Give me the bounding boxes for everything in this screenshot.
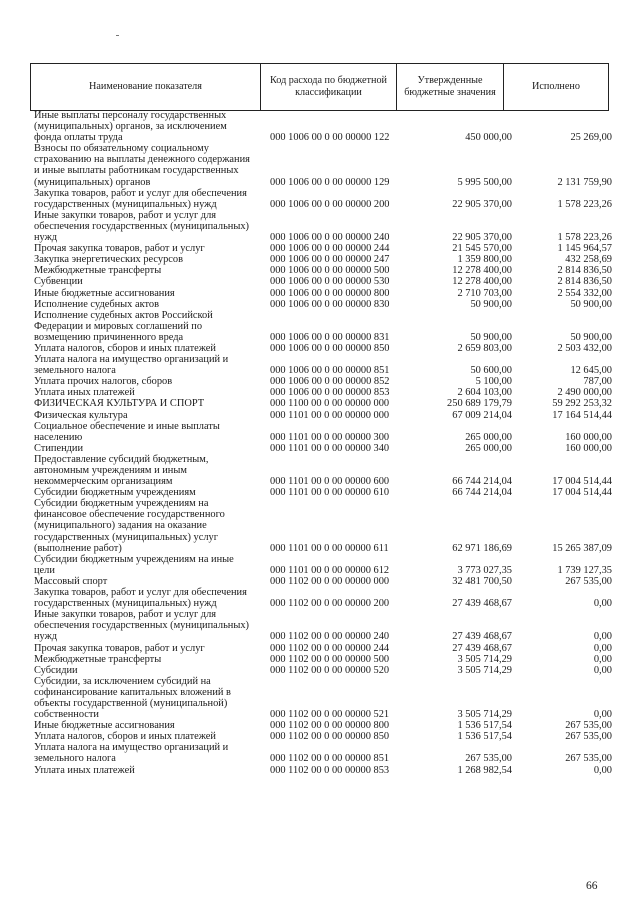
table-row bbox=[34, 354, 612, 376]
header-fact-label: Исполнено bbox=[532, 81, 580, 92]
table-row bbox=[34, 487, 612, 498]
table-row bbox=[34, 376, 612, 387]
row-plan-value: 265 000,00 bbox=[465, 442, 512, 454]
row-code: 000 1006 00 0 00 00000 500 bbox=[270, 265, 390, 277]
row-name: Субсидии bbox=[34, 664, 78, 676]
row-fact-value: 50 900,00 bbox=[570, 331, 612, 343]
row-fact-value: 787,00 bbox=[583, 376, 612, 388]
table-row bbox=[34, 288, 612, 299]
row-name: Закупка товаров, работ и услуг для обеспечения государственных (муниципальных) нужд bbox=[34, 587, 247, 610]
table-row bbox=[34, 643, 612, 654]
row-fact-value: 12 645,00 bbox=[570, 365, 612, 377]
row-name: Уплата налогов, сборов и иных платежей bbox=[34, 731, 216, 743]
table-row bbox=[34, 765, 612, 776]
row-name: Физическая культура bbox=[34, 409, 128, 421]
row-code: 000 1006 00 0 00 00000 122 bbox=[270, 132, 390, 144]
row-fact-value: 0,00 bbox=[593, 598, 612, 610]
table-row bbox=[34, 110, 612, 143]
row-fact-value: 1 578 223,26 bbox=[557, 198, 612, 210]
row-fact-value: 2 131 759,90 bbox=[557, 176, 612, 188]
row-plan-value: 2 659 803,00 bbox=[457, 342, 512, 354]
row-fact-value: 0,00 bbox=[593, 764, 612, 776]
row-fact-value: 15 265 387,09 bbox=[552, 542, 612, 554]
row-code: 000 1101 00 0 00 00000 300 bbox=[270, 431, 390, 443]
row-code: 000 1102 00 0 00 00000 850 bbox=[270, 731, 390, 743]
table-row bbox=[34, 254, 612, 265]
row-plan-value: 265 000,00 bbox=[465, 431, 512, 443]
row-fact-value: 267 535,00 bbox=[565, 753, 612, 765]
row-name: Субвенции bbox=[34, 276, 83, 288]
table-row bbox=[34, 731, 612, 742]
table-row bbox=[34, 310, 612, 343]
row-fact-value: 2 503 432,00 bbox=[557, 342, 612, 354]
row-plan-value: 22 905 370,00 bbox=[452, 232, 512, 244]
row-plan-value: 66 744 214,04 bbox=[452, 487, 512, 499]
row-name: Закупка товаров, работ и услуг для обеспечения государственных (муниципальных) нужд bbox=[34, 187, 247, 210]
header-plan-cell bbox=[397, 64, 504, 110]
table-row bbox=[34, 554, 612, 576]
row-plan-value: 32 481 700,50 bbox=[452, 575, 512, 587]
table-row bbox=[34, 587, 612, 609]
row-plan-value: 62 971 186,69 bbox=[452, 542, 512, 554]
row-plan-value: 27 439 468,67 bbox=[452, 598, 512, 610]
row-name: Иные бюджетные ассигнования bbox=[34, 287, 175, 299]
row-fact-value: 0,00 bbox=[593, 709, 612, 721]
header-name-label: Наименование показателя bbox=[89, 81, 202, 92]
row-name: Межбюджетные трансферты bbox=[34, 265, 162, 277]
row-name: Исполнение судебных актов Российской Федерации и мировых соглашений по возмещению причиненного вреда bbox=[34, 309, 213, 343]
row-fact-value: 2 814 836,50 bbox=[557, 276, 612, 288]
table-row bbox=[34, 742, 612, 764]
row-plan-value: 1 536 517,54 bbox=[457, 720, 512, 732]
header-code-label: Код расхода по бюджетной классификации bbox=[269, 75, 387, 98]
row-plan-value: 250 689 179,79 bbox=[447, 398, 512, 410]
table-row bbox=[34, 654, 612, 665]
row-plan-value: 5 995 500,00 bbox=[457, 176, 512, 188]
row-name: Субсидии бюджетным учреждениям bbox=[34, 487, 196, 499]
row-code: 000 1101 00 0 00 00000 600 bbox=[270, 476, 390, 488]
row-plan-value: 27 439 468,67 bbox=[452, 631, 512, 643]
row-name: Массовый спорт bbox=[34, 575, 108, 587]
table-row bbox=[34, 265, 612, 276]
table-row bbox=[34, 276, 612, 287]
row-fact-value: 17 004 514,44 bbox=[552, 476, 612, 488]
row-name: Уплата налога на имущество организаций и земельного налога bbox=[34, 742, 229, 765]
row-plan-value: 12 278 400,00 bbox=[452, 265, 512, 277]
row-name: Предоставление субсидий бюджетным, автономным учреждениям и иным некоммерческим организациям bbox=[34, 453, 209, 488]
row-fact-value: 0,00 bbox=[593, 631, 612, 643]
row-name: Субсидии бюджетным учреждениям на финансовое обеспечение государственного (муниципального) задания на оказание государственных (муниципальных) услуг (выполнение работ) bbox=[34, 498, 225, 554]
row-code: 000 1100 00 0 00 00000 000 bbox=[270, 398, 390, 410]
row-code: 000 1101 00 0 00 00000 610 bbox=[270, 487, 390, 499]
table-row bbox=[34, 398, 612, 409]
row-fact-value: 432 258,69 bbox=[565, 254, 612, 266]
table-row bbox=[34, 421, 612, 443]
row-code: 000 1006 00 0 00 00000 830 bbox=[270, 298, 390, 310]
row-fact-value: 2 490 000,00 bbox=[557, 387, 612, 399]
row-fact-value: 2 814 836,50 bbox=[557, 265, 612, 277]
table-row bbox=[34, 387, 612, 398]
row-plan-value: 5 100,00 bbox=[475, 376, 512, 388]
row-code: 000 1006 00 0 00 00000 831 bbox=[270, 331, 390, 343]
table-row bbox=[34, 188, 612, 210]
row-plan-value: 1 359 800,00 bbox=[457, 254, 512, 266]
row-fact-value: 17 004 514,44 bbox=[552, 487, 612, 499]
row-fact-value: 50 900,00 bbox=[570, 298, 612, 310]
row-name: Уплата иных платежей bbox=[34, 764, 135, 776]
table-row bbox=[34, 210, 612, 243]
header-fact-cell bbox=[504, 64, 608, 110]
row-fact-value: 267 535,00 bbox=[565, 731, 612, 743]
row-fact-value: 1 578 223,26 bbox=[557, 232, 612, 244]
row-code: 000 1006 00 0 00 00000 530 bbox=[270, 276, 390, 288]
table-row bbox=[34, 676, 612, 720]
row-code: 000 1102 00 0 00 00000 244 bbox=[270, 642, 390, 654]
row-name: Субсидии, за исключением субсидий на софинансирование капитальных вложений в объекты государственной (муниципальной) собственности bbox=[34, 675, 231, 721]
row-fact-value: 160 000,00 bbox=[565, 431, 612, 443]
table-row bbox=[34, 454, 612, 487]
row-fact-value: 25 269,00 bbox=[570, 132, 612, 144]
row-fact-value: 160 000,00 bbox=[565, 442, 612, 454]
row-plan-value: 450 000,00 bbox=[465, 132, 512, 144]
row-name: Уплата иных платежей bbox=[34, 387, 135, 399]
row-plan-value: 2 604 103,00 bbox=[457, 387, 512, 399]
header-code-cell bbox=[261, 64, 397, 110]
header-plan-label: Утвержденные бюджетные значения bbox=[404, 75, 496, 98]
row-fact-value: 267 535,00 bbox=[565, 720, 612, 732]
table-row bbox=[34, 498, 612, 553]
row-plan-value: 67 009 214,04 bbox=[452, 409, 512, 421]
row-fact-value: 59 292 253,32 bbox=[552, 398, 612, 410]
row-fact-value: 267 535,00 bbox=[565, 575, 612, 587]
row-name: Закупка энергетических ресурсов bbox=[34, 254, 183, 266]
row-plan-value: 3 505 714,29 bbox=[457, 664, 512, 676]
row-fact-value: 1 145 964,57 bbox=[557, 243, 612, 255]
row-fact-value: 2 554 332,00 bbox=[557, 287, 612, 299]
table-row bbox=[34, 665, 612, 676]
row-name: Уплата налогов, сборов и иных платежей bbox=[34, 342, 216, 354]
table-row bbox=[34, 343, 612, 354]
row-plan-value: 50 600,00 bbox=[470, 365, 512, 377]
row-plan-value: 66 744 214,04 bbox=[452, 476, 512, 488]
row-code: 000 1102 00 0 00 00000 200 bbox=[270, 598, 390, 610]
row-code: 000 1101 00 0 00 00000 612 bbox=[270, 564, 390, 576]
row-code: 000 1102 00 0 00 00000 000 bbox=[270, 575, 390, 587]
row-code: 000 1101 00 0 00 00000 611 bbox=[270, 542, 389, 554]
row-code: 000 1102 00 0 00 00000 853 bbox=[270, 764, 390, 776]
row-code: 000 1006 00 0 00 00000 244 bbox=[270, 243, 390, 255]
row-code: 000 1101 00 0 00 00000 000 bbox=[270, 409, 390, 421]
row-code: 000 1006 00 0 00 00000 800 bbox=[270, 287, 390, 299]
row-code: 000 1006 00 0 00 00000 850 bbox=[270, 342, 390, 354]
table-row bbox=[34, 609, 612, 642]
row-plan-value: 1 268 982,54 bbox=[457, 764, 512, 776]
row-fact-value: 0,00 bbox=[593, 642, 612, 654]
row-name: Стипендии bbox=[34, 442, 84, 454]
table-row bbox=[34, 720, 612, 731]
table-row bbox=[34, 443, 612, 454]
row-name: Межбюджетные трансферты bbox=[34, 653, 162, 665]
table-body bbox=[34, 110, 612, 776]
row-plan-value: 21 545 570,00 bbox=[452, 243, 512, 255]
table-header bbox=[30, 63, 609, 111]
row-code: 000 1102 00 0 00 00000 240 bbox=[270, 631, 390, 643]
row-code: 000 1006 00 0 00 00000 129 bbox=[270, 176, 390, 188]
row-code: 000 1102 00 0 00 00000 521 bbox=[270, 709, 390, 721]
row-plan-value: 50 900,00 bbox=[470, 331, 512, 343]
row-fact-value: 17 164 514,44 bbox=[552, 409, 612, 421]
row-plan-value: 12 278 400,00 bbox=[452, 276, 512, 288]
row-code: 000 1006 00 0 00 00000 852 bbox=[270, 376, 390, 388]
table-row bbox=[34, 299, 612, 310]
row-name: Прочая закупка товаров, работ и услуг bbox=[34, 642, 205, 654]
row-plan-value: 3 505 714,29 bbox=[457, 709, 512, 721]
row-plan-value: 267 535,00 bbox=[465, 753, 512, 765]
row-name: Иные закупки товаров, работ и услуг для обеспечения государственных (муниципальных) нужд bbox=[34, 209, 250, 244]
row-name: Иные закупки товаров, работ и услуг для обеспечения государственных (муниципальных) нужд bbox=[34, 609, 250, 643]
row-code: 000 1102 00 0 00 00000 851 bbox=[270, 753, 390, 765]
table-row bbox=[34, 143, 612, 187]
row-plan-value: 22 905 370,00 bbox=[452, 198, 512, 210]
row-code: 000 1006 00 0 00 00000 851 bbox=[270, 365, 390, 377]
table-row bbox=[34, 243, 612, 254]
row-name: ФИЗИЧЕСКАЯ КУЛЬТУРА И СПОРТ bbox=[34, 398, 205, 410]
row-plan-value: 1 536 517,54 bbox=[457, 731, 512, 743]
row-plan-value: 50 900,00 bbox=[470, 298, 512, 310]
header-name-cell bbox=[31, 64, 261, 110]
row-code: 000 1101 00 0 00 00000 340 bbox=[270, 442, 390, 454]
row-code: 000 1102 00 0 00 00000 520 bbox=[270, 664, 390, 676]
row-code: 000 1006 00 0 00 00000 200 bbox=[270, 198, 390, 210]
row-name: Исполнение судебных актов bbox=[34, 298, 159, 310]
row-code: 000 1102 00 0 00 00000 500 bbox=[270, 653, 390, 665]
row-code: 000 1006 00 0 00 00000 247 bbox=[270, 254, 390, 266]
row-plan-value: 27 439 468,67 bbox=[452, 642, 512, 654]
row-plan-value: 3 505 714,29 bbox=[457, 653, 512, 665]
table-row bbox=[34, 576, 612, 587]
row-code: 000 1006 00 0 00 00000 853 bbox=[270, 387, 390, 399]
row-plan-value: 3 773 027,35 bbox=[457, 564, 512, 576]
row-fact-value: 1 739 127,35 bbox=[557, 564, 612, 576]
row-fact-value: 0,00 bbox=[593, 653, 612, 665]
row-fact-value: 0,00 bbox=[593, 664, 612, 676]
row-name: Иные выплаты персоналу государственных (муниципальных) органов, за исключением фонда оплаты труда bbox=[34, 110, 227, 144]
row-name: Субсидии бюджетным учреждениям на иные цели bbox=[34, 553, 234, 576]
row-name: Прочая закупка товаров, работ и услуг bbox=[34, 243, 205, 255]
row-code: 000 1102 00 0 00 00000 800 bbox=[270, 720, 390, 732]
row-name: Уплата прочих налогов, сборов bbox=[34, 376, 173, 388]
row-name: Взносы по обязательному социальному страхованию на выплаты денежного содержания и иные выплаты работникам государственных (муниципальных) органов bbox=[34, 143, 250, 188]
row-name: Иные бюджетные ассигнования bbox=[34, 720, 175, 732]
row-plan-value: 2 710 703,00 bbox=[457, 287, 512, 299]
row-name: Уплата налога на имущество организаций и земельного налога bbox=[34, 354, 229, 377]
scan-mark bbox=[116, 35, 119, 36]
page-number: 66 bbox=[586, 880, 598, 892]
row-code: 000 1006 00 0 00 00000 240 bbox=[270, 232, 390, 244]
row-name: Социальное обеспечение и иные выплаты населению bbox=[34, 420, 220, 443]
table-row bbox=[34, 410, 612, 421]
